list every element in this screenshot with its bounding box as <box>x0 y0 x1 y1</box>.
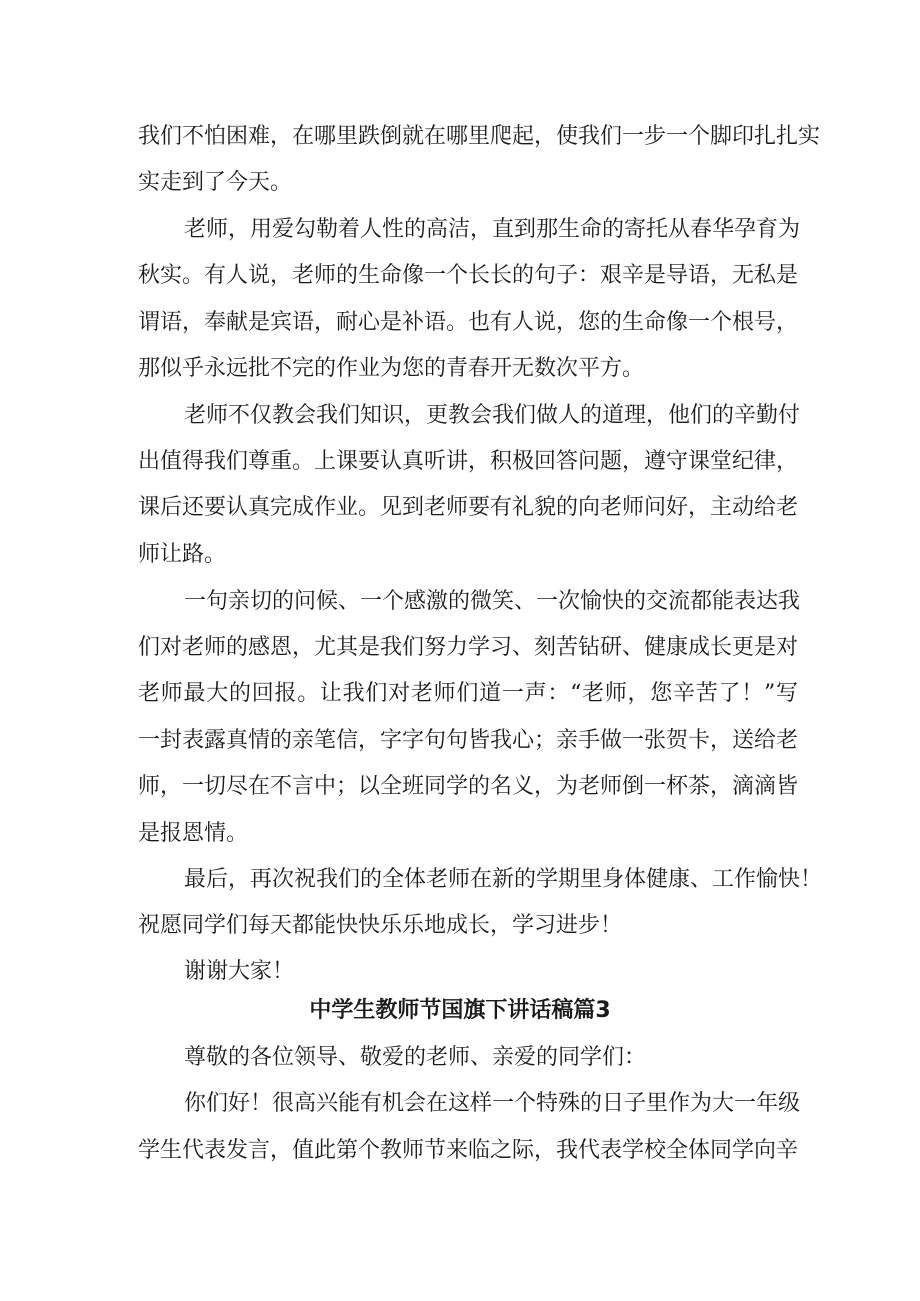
section-heading: 中学生教师节国旗下讲话稿篇3 <box>309 998 611 1023</box>
paragraph-line: 谢谢大家！ <box>184 959 295 984</box>
paragraph-line: 师让路。 <box>138 542 227 567</box>
paragraph-line: 师，一切尽在不言中；以全班同学的名义，为老师倒一杯茶，滴滴皆 <box>138 774 799 799</box>
paragraph-line: 是报恩情。 <box>138 821 249 846</box>
paragraph-line: 最后，再次祝我们的全体老师在新的学期里身体健康、工作愉快！ <box>184 867 823 892</box>
paragraph-line: 谓语，奉献是宾语，耐心是补语。也有人说，您的生命像一个根号， <box>138 310 799 335</box>
paragraph-line: 一封表露真情的亲笔信，字字句句皆我心；亲手做一张贺卡，送给老 <box>138 728 799 753</box>
paragraph-line: 学生代表发言，值此第个教师节来临之际，我代表学校全体同学向辛 <box>138 1138 799 1163</box>
paragraph-line: 你们好！很高兴能有机会在这样一个特殊的日子里作为大一年级 <box>184 1091 801 1116</box>
paragraph-line: 老师不仅教会我们知识，更教会我们做人的道理，他们的辛勤付 <box>184 403 801 428</box>
salutation-line: 尊敬的各位领导、敬爱的老师、亲爱的同学们： <box>184 1045 647 1070</box>
paragraph-line: 祝愿同学们每天都能快快乐乐地成长，学习进步！ <box>138 913 623 938</box>
paragraph-line: 老师，用爱勾勒着人性的高洁，直到那生命的寄托从春华孕育为 <box>184 217 801 242</box>
paragraph-line: 那似乎永远批不完的作业为您的青春开无数次平方。 <box>138 356 645 381</box>
paragraph-line: 我们不怕困难，在哪里跌倒就在哪里爬起，使我们一步一个脚印扎扎实 <box>138 124 821 149</box>
paragraph-line: 秋实。有人说，老师的生命像一个长长的句子：艰辛是导语，无私是 <box>138 263 799 288</box>
paragraph-line: 实走到了今天。 <box>138 170 293 195</box>
paragraph-line: 课后还要认真完成作业。见到老师要有礼貌的向老师问好，主动给老 <box>138 495 799 520</box>
paragraph-line: 老师最大的回报。让我们对老师们道一声：“老师，您辛苦了！”写 <box>138 681 798 706</box>
paragraph-line: 出值得我们尊重。上课要认真听讲，积极回答问题，遵守课堂纪律， <box>138 449 799 474</box>
paragraph-line: 们对老师的感恩，尤其是我们努力学习、刻苦钻研、健康成长更是对 <box>138 635 799 660</box>
paragraph-line: 一句亲切的问候、一个感激的微笑、一次愉快的交流都能表达我 <box>184 589 801 614</box>
